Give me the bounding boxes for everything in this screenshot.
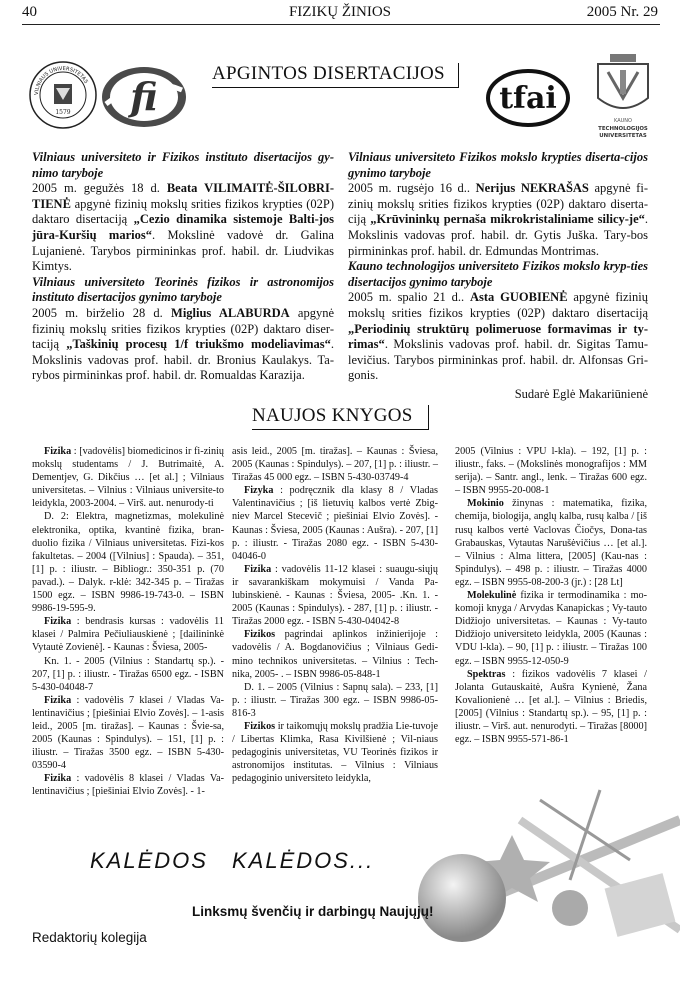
svg-text:tfai: tfai	[499, 81, 557, 116]
book-title-keyword: Fizika	[244, 563, 272, 575]
author-name: Beata VILIMAITĖ-ŠILOBRI-TIENĖ	[32, 181, 334, 211]
book-entry	[232, 628, 438, 680]
book-entry	[232, 445, 438, 484]
books-column-3	[455, 445, 647, 746]
dissertation-entry: 2005 m. spalio 21 d.. Asta GUOBIENĖ apgynė fizinių mokslų srities fizikos krypties (02P) daktaro disertaciją „Periodinių struktūrų polimeruose formavimas ir ty-rimas“. Mokslinis vadovas prof. habil. dr. Sigitas Tamu-levičius. Tarybos pirmininkas prof. habil. dr. Alfonsas Gri-gonis.	[348, 290, 648, 383]
journal-name: FIZIKŲ ŽINIOS	[288, 4, 392, 20]
dissertation-entry: 2005 m. gegužės 18 d. Beata VILIMAITĖ-ŠILOBRI-TIENĖ apgynė fizinių mokslų srities fizikos krypties (02P) daktaro disertaciją „Cezio dinamika sistemoje Balti-jos jūra-Kuršių marios“. Mokslinė vadovė dr. Galina Lujanienė. Tarybos pirmininkas prof. habil. dr. Liudvikas Kimtys.	[32, 181, 335, 274]
book-entry	[32, 655, 224, 694]
book-description: : [vadovėlis] biomedicinos ir fi-zinių mokslų studentams / J. Butrimaitė, A. Dementjev, G. Dikčius … [et al.] ; Vilniaus universitetas. – Vilnius : Vilniaus universite-to leidykla, 2003-2004. – Virš. aut. nenurody-tі	[32, 446, 224, 510]
dissertation-title: „Krūvininkų pernaša mikrokristaliniame silicy-je“	[370, 212, 645, 227]
section-title-box	[212, 63, 459, 88]
book-description: : vadovėlis 7 klasei / Vladas Va-lentinavičius ; [piešiniai Elvio Zovės]. – 1-asis leid., 2005 [m. tiražas]. – Kaunas : Švie-sa, 2005 (Kaunas : Spindulys). – 151, [1] p. : iliustr. – Tiražas 3500 egz. – ISBN 5-430-03590-4	[32, 694, 224, 772]
holiday-greeting: Linksmų švenčių ir darbingų Naujųjų!	[192, 904, 434, 919]
book-description: žinynas : matematika, fizika, chemija, biologija, anglų kalba, rusų kalba / [iš rusų kalbos vertė Vaclovas Čiočys, Dona-tas Grabauskas, Vytautas Narušėvičius … [et al.]. – Vilnius : Alma littera, [2005] (Kau-nas : Spindulys). – 498 p. : iliustr. – Tiražas 4000 egz. – ISBN 9955-08-200-3 (jr.) : [28 Lt]	[455, 498, 647, 588]
book-title-keyword: Spektras	[467, 668, 506, 680]
book-entry	[232, 563, 438, 628]
book-entry	[232, 720, 438, 785]
ktu-logo	[590, 52, 656, 142]
book-title-keyword: Molekulinė	[467, 590, 517, 602]
issue-number: 2005 Nr. 29	[586, 4, 658, 20]
dissertations-left-column	[32, 150, 334, 384]
section-title-new-books: NAUJOS KNYGOS	[252, 405, 413, 426]
dissertation-entry: 2005 m. rugsėjo 16 d.. Nerijus NEKRAŠAS apgynė fi-zinių mokslų srities fizikos krypties (02P) daktaro diserta-ciją „Krūvininkų pernaša mikrokristaliniame silicy-je“. Mokslinis vadovas prof. habil. dr. Gytis Juška. Tary-bos pirmininkas prof. habil. dr. Edmundas Montrimas.	[348, 181, 648, 258]
book-description: ir taikomųjų mokslų pradžia Lie-tuvoje / Libertas Klimka, Rasa Kivilšienė ; Vil-niaus pedagoginis universitetas, VU Teorinės fizikos ir astronomijos institutas. – Vilnius : Vilniaus pedagoginio universiteto leidykla,	[232, 720, 438, 785]
book-title-keyword: Fizyka	[244, 485, 274, 497]
books-column-2	[232, 445, 438, 785]
author-name: Asta GUOBIENĖ	[470, 290, 568, 305]
svg-text:TECHNOLOGIJOS: TECHNOLOGIJOS	[598, 126, 648, 132]
book-description: D. 2: Elektra, magnetizmas, molekulinė elektronika, optika, kvantinė fizika, bran-duolio fizika / Vilniaus universitetas. Fizi-kos fakultetas. – 2004 ([Vilnius] : Spauda). – 351, [1] p. : iliustr. – Bibliogr.: 350-351 p. (70 pavad.). – Dalyk. r-klė: 342-345 p. – Tiražas 1500 egz. – ISBN 9986-19-743-0. – ISBN 9986-19-595-9.	[32, 511, 224, 615]
svg-text:KAUNO: KAUNO	[614, 118, 632, 124]
author-name: Miglius ALABURDA	[171, 305, 290, 320]
compiler-signature: Sudarė Eglė Makariūnienė	[514, 386, 648, 401]
svg-text:UNIVERSITETAS: UNIVERSITETAS	[599, 133, 647, 139]
book-title-keyword: Fizika	[44, 616, 72, 628]
dissertation-title: „Cezio dinamika sistemoje Balti-jos jūra-Kuršių marios“	[32, 212, 335, 242]
book-entry	[455, 589, 647, 668]
book-description: 2005 (Vilnius : VPU l-kla). – 192, [1] p. : iliustr., faks. – (Mokslinės monografijos : MM serija). – Santr. angl., lenk. – Tiražas 600 egz. – ISBN 9955-20-008-1	[455, 446, 647, 497]
council-heading: Vilniaus universiteto ir Fizikos instituto disertacijos gy-nimo taryboje	[32, 150, 334, 180]
christmas-text-2: KALĖDOS...	[232, 848, 375, 873]
book-title-keyword: Fizika	[44, 694, 72, 706]
book-title-keyword: Fizikos	[244, 720, 276, 732]
book-description: : fizikos vadovėlis 7 klasei / Jolanta Gutauskaitė, Aušra Kynienė, Žana Kovalionienė … [et al.]. – Vilnius : Briedis, [2005] (Vilnius : Standartų sp.). – 95, [1] p. : iliustr. – Virš. aut. nenurodyti. – Tiražas [8000] egz. – ISBN 9955-571-86-1	[455, 668, 647, 746]
book-title-keyword: Fizika	[44, 446, 72, 457]
svg-text:fi: fi	[130, 74, 158, 119]
book-entry	[455, 497, 647, 589]
book-entry	[32, 694, 224, 773]
svg-text:VILNIAUS UNIVERSITETAS: VILNIAUS UNIVERSITETAS	[33, 65, 89, 96]
svg-text:1579: 1579	[55, 109, 71, 116]
council-heading: Vilniaus universiteto Fizikos mokslo krypties diserta-cijos gynimo taryboje	[348, 150, 648, 180]
header-rule	[22, 24, 660, 25]
book-description: pagrindai aplinkos inžinierijoje : vadovėlis / A. Bogdanovičius ; Vilniaus Gedi-mino technikos universitetas. – Vilnius : Tech-nika, 2005- . – ISBN 9986-05-848-1	[232, 629, 438, 680]
book-entry	[232, 484, 438, 563]
council-heading: Vilniaus universiteto Teorinės fizikos ir astronomijos instituto disertacijos gynimo taryboje	[32, 274, 334, 305]
book-entry	[455, 668, 647, 747]
christmas-text-1: KALĖDOS	[90, 848, 208, 873]
dissertation-entry: 2005 m. birželio 28 d. Miglius ALABURDA apgynė fizinių mokslų srities fizikos krypties (02P) daktaro diser-taciją „Taškinių procesų 1/f triukšmo modeliavimas“. Mokslinis vadovas prof. habil. dr. Bronius Kaulakys. Ta-rybos pirmininkas prof. habil. dr. Romualdas Karazija.	[32, 305, 334, 383]
book-description: fizika ir termodinamika : mo-komoji knyga / Arvydas Kanapickas ; Vy-tauto Didžiojo universitetas. – Kaunas : Vy-tauto Didžiojo universiteto leidykla, 2005 (Kaunas : VDU l-kla). – 90, [1] p. : iliustr. – Tiražas 100 egz. – ISBN 9955-12-050-9	[455, 590, 647, 667]
book-title-keyword: Fizika	[44, 773, 72, 785]
dissertation-title: „Periodinių struktūrų polimeruose formavimas ir ty-rimas“	[348, 321, 648, 352]
book-description: : podręcznik dla klasy 8 / Vladas Valentinavičius ; [iš lietuvių kalbos vertė Zbig-niev Marcel Stecevič ; piešiniai Elvio Zovės]. - Kaunas : Šviesa, 2005 (Kaunas : Aušra). - 207, [1] p. : iliustr. - Tiražas 2080 egz. - ISBN 5-430-04046-0	[232, 485, 438, 562]
tfai-logo	[486, 68, 570, 128]
vu-logo	[28, 60, 98, 130]
book-description: : vadovėlis 11-12 klasei : suaugu-siųjų ir savarankiškam mokymuisi / Vanda Pa-lubinskienė. - Kaunas : Šviesa, 2005- .Kn. 1. - 2005 (Kaunas : Spindulys). - 287, [1] p. : iliustr. - Tiražas 2000 egz. - ISBN 5-430-04042-8	[232, 563, 438, 628]
book-entry	[455, 445, 647, 497]
book-description: D. 1. – 2005 (Vilnius : Sapnų sala). – 233, [1] p. : iliustr. – Tiražas 300 egz. – ISBN 9986-05-816-3	[232, 681, 438, 719]
author-name: Nerijus NEKRAŠAS	[475, 181, 589, 196]
book-entry	[32, 615, 224, 654]
book-description: : vadovėlis 8 klasei / Vladas Va-lentinavičius ; [piešiniai Elvio Zovės]. - 1-	[32, 773, 224, 798]
book-description: Kn. 1. - 2005 (Vilnius : Standartų sp.). - 207, [1] p. : iliustr. - Tiražas 6500 egz. - ISBN 5-430-04048-7	[32, 655, 224, 693]
page-number: 40	[22, 4, 37, 20]
council-heading: Kauno technologijos universiteto Fizikos mokslo kryp-ties disertacijos gynimo taryboje	[348, 259, 648, 289]
book-title-keyword: Mokinio	[467, 498, 504, 510]
section-title-dissertations: APGINTOS DISERTACIJOS	[212, 63, 445, 84]
dissertations-right-column	[348, 150, 648, 403]
book-title-keyword: Fizikos	[244, 629, 276, 641]
editorial-board: Redaktorių kolegija	[32, 930, 147, 945]
book-entry	[32, 772, 224, 798]
christmas-decoration	[400, 780, 680, 981]
book-description: : bendrasis kursas : vadovėlis 11 klasei / Palmira Pečiuliauskienė ; [dailininkė Vytautė Zovienė]. - Kaunas : Šviesa, 2005-	[32, 616, 224, 654]
book-description: asis leid., 2005 [m. tiražas]. – Kaunas : Šviesa, 2005 (Kaunas : Spindulys). – 207, [1] p. : iliustr. – Tiražas 45 000 egz. – ISBN 5-430-03749-4	[232, 446, 438, 484]
dissertation-title: „Taškinių procesų 1/f triukšmo modeliavimas“	[66, 337, 331, 352]
book-entry	[232, 681, 438, 720]
book-entry	[32, 445, 224, 510]
book-entry	[32, 510, 224, 615]
section-title-box	[252, 405, 429, 430]
books-column-1	[32, 445, 224, 799]
fi-logo	[100, 64, 188, 130]
